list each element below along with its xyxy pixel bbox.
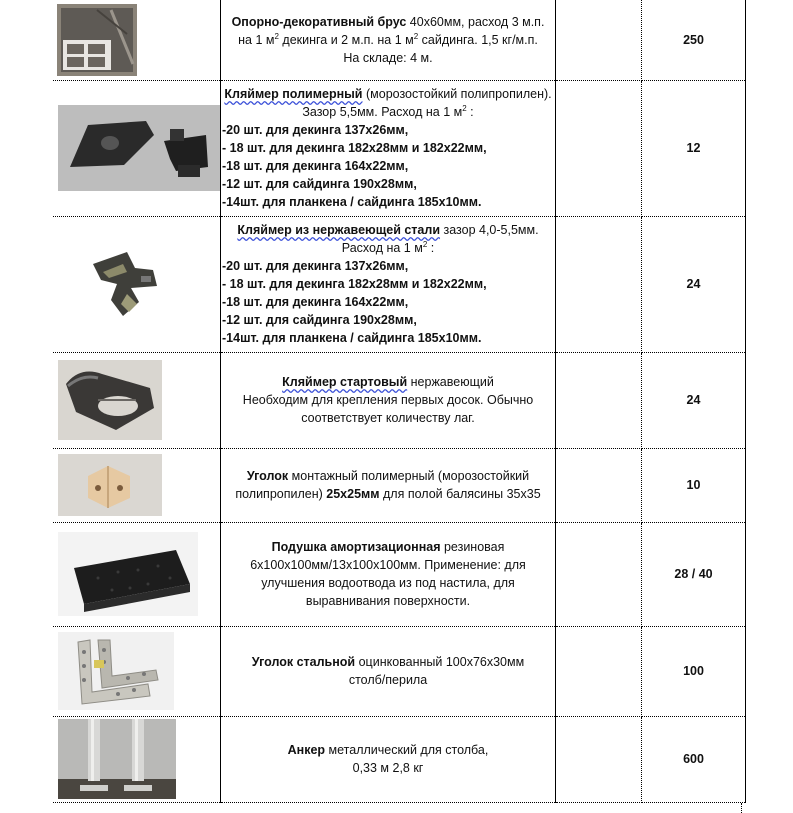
product-spec: 6х100х100мм/13х100х100мм. Применение: для (250, 558, 526, 572)
rubber-pad-icon (58, 532, 198, 616)
list-item: -20 шт. для декинга 137х26мм, (222, 123, 409, 137)
product-title: Кляймер из нержавеющей стали (237, 223, 441, 237)
list-item: -20 шт. для декинга 137х26мм, (222, 259, 409, 273)
description-cell: Уголок монтажный полимерный (морозостойкий полипропилен) 25х25мм для полой балясины 35х35 (221, 448, 556, 522)
product-spec: декинга и 2 м.п. на 1 м (278, 32, 414, 47)
consumption-list (221, 121, 555, 211)
plastic-corner-icon (58, 454, 162, 516)
consumption-list (221, 257, 555, 347)
list-item: - 18 шт. для декинга 182х28мм и 182х22мм, (222, 141, 487, 155)
price-value: 28 / 40 (642, 522, 746, 626)
product-spec: резиновая (443, 540, 505, 554)
description-cell (221, 522, 556, 626)
description-cell (221, 352, 556, 448)
stock-note: На складе: 4 м. (343, 50, 433, 65)
list-item: -18 шт. для декинга 164х22мм, (222, 159, 409, 173)
product-title: Подушка амортизационная (271, 540, 441, 554)
product-title: Опорно-декоративный брус (231, 14, 407, 29)
image-cell (53, 522, 221, 626)
steel-angle-icon (58, 632, 174, 710)
product-spec: улучшения водоотвода из под настила, для (261, 576, 515, 590)
table-row (53, 522, 746, 626)
product-title: Уголок (246, 469, 289, 483)
product-spec: оцинкованный 100х76х30мм (358, 655, 525, 669)
table-row (53, 448, 746, 522)
post-anchor-icon (58, 719, 176, 799)
image-cell (53, 80, 221, 216)
price-table (53, 0, 746, 803)
description-cell: Кляймер полимерный (морозостойкий полипропилен). Зазор 5,5мм. Расход на 1 $м^2$ : -20 шт. для декинга 137х26мм, - 18 шт. для декинга 182х28мм и 182х22мм, -18 шт. для декинга 164х22мм, -12 шт. для сайдинга 190х28мм, -14шт. для планкена / сайдинга 185х10мм. (221, 80, 556, 216)
product-spec: металлический для столба, (328, 743, 489, 757)
product-title: Уголок стальной (251, 655, 356, 669)
steel-clip-icon (83, 246, 167, 322)
table-row (53, 626, 746, 716)
list-item: -18 шт. для декинга 164х22мм, (222, 295, 409, 309)
product-spec: Необходим для крепления первых досок. Обычно (242, 393, 534, 407)
empty-cell (556, 80, 642, 216)
image-cell (53, 352, 221, 448)
table-border-tail (741, 803, 742, 813)
product-spec: зазор 4,0-5,5мм. (443, 223, 539, 237)
product-spec: выравнивания поверхности. (305, 594, 471, 608)
list-item: -12 шт. для сайдинга 190х28мм, (222, 177, 417, 191)
empty-cell (556, 448, 642, 522)
price-value: 250 (642, 0, 746, 80)
table-row (53, 352, 746, 448)
product-spec: (морозостойкий полипропилен). Зазор 5,5мм. Расход на 1 м (302, 87, 552, 119)
description-cell (221, 626, 556, 716)
price-value: 24 (642, 216, 746, 352)
list-item: -14шт. для планкена / сайдинга 185х10мм. (222, 331, 482, 345)
empty-cell (556, 522, 642, 626)
list-item: -14шт. для планкена / сайдинга 185х10мм. (222, 195, 482, 209)
product-title: Кляймер полимерный (224, 87, 363, 101)
description-cell (221, 716, 556, 802)
polymer-clip-icon (58, 105, 220, 191)
empty-cell (556, 0, 642, 80)
price-value: 600 (642, 716, 746, 802)
description-cell: Опорно-декоративный брус 40х60мм, расход 3 м.п. на 1 $м^2$ декинга и 2 м.п. на 1 $м^2$ сайдинга. 1,5 кг/м.п. На складе: 4 м. (221, 0, 556, 80)
price-value: 12 (642, 80, 746, 216)
description-cell: Кляймер из нержавеющей стали зазор 4,0-5,5мм. Расход на 1 $м^2$ : -20 шт. для декинга 137х26мм, - 18 шт. для декинга 182х28мм и 182х22мм, -18 шт. для декинга 164х22мм, -12 шт. для сайдинга 190х28мм, -14шт. для планкена / сайдинга 185х10мм. (221, 216, 556, 352)
image-cell (53, 216, 221, 352)
product-spec: Расход на 1 м (341, 241, 423, 255)
list-item: - 18 шт. для декинга 182х28мм и 182х22мм, (222, 277, 487, 291)
product-spec: столб/перила (348, 673, 428, 687)
table-row (53, 716, 746, 802)
product-spec: 40х60мм, расход 3 м.п. (409, 14, 545, 29)
image-cell (53, 716, 221, 802)
product-title: Кляймер стартовый (282, 375, 408, 389)
price-value: 100 (642, 626, 746, 716)
start-clip-icon (58, 360, 162, 440)
product-spec: сайдинга. 1,5 кг/м.п. (418, 32, 538, 47)
price-value: 24 (642, 352, 746, 448)
product-spec: на 1 м (238, 32, 275, 47)
empty-cell (556, 626, 642, 716)
image-cell (53, 626, 221, 716)
product-spec: соответствует количеству лаг. (301, 411, 475, 425)
price-value: 10 (642, 448, 746, 522)
empty-cell (556, 352, 642, 448)
product-spec: нержавеющий (410, 375, 494, 389)
table-row (53, 80, 746, 216)
table-row (53, 216, 746, 352)
product-title: Анкер (287, 743, 326, 757)
empty-cell (556, 216, 642, 352)
table-row (53, 0, 746, 80)
lumber-beam-icon (57, 4, 137, 76)
product-spec: 0,33 м 2,8 кг (352, 761, 424, 775)
empty-cell (556, 716, 642, 802)
image-cell (53, 448, 221, 522)
image-cell (53, 0, 221, 80)
list-item: -12 шт. для сайдинга 190х28мм, (222, 313, 417, 327)
product-spec: монтажный полимерный (морозостойкий (291, 469, 530, 483)
